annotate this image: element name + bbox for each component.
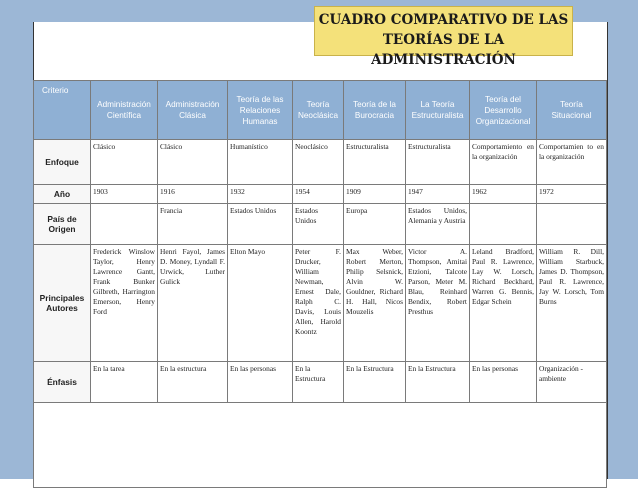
slide-title [314, 6, 573, 68]
header-col-5: Teoría de la Burocracia [344, 81, 406, 140]
table-cell: 1972 [537, 185, 607, 204]
table-cell: Max Weber, Robert Merton, Philip Selsnick, Alvin W. Gouldner, Richard H. Hall, Nicos Mouzelis [344, 245, 406, 362]
table-cell: En la estructura [158, 362, 228, 403]
row-label-enfasis: Énfasis [34, 362, 91, 403]
table-cell: Estados Unidos [228, 204, 293, 245]
table-cell: En la Estructura [344, 362, 406, 403]
title-line-1: CUADRO COMPARATIVO DE LAS [318, 12, 569, 28]
table-row-anio [34, 185, 607, 204]
table-cell: 1932 [228, 185, 293, 204]
table-cell: Estructuralista [344, 140, 406, 185]
table-cell [537, 204, 607, 245]
table-cell: En las personas [470, 362, 537, 403]
header-col-8: Teoría Situacional [537, 81, 607, 140]
table-cell: Comportamiento en la organización [470, 140, 537, 185]
table-cell: En la Estructura [293, 362, 344, 403]
header-col-7: Teoría del Desarrollo Organizacional [470, 81, 537, 140]
row-label-autores: Principales Autores [34, 245, 91, 362]
table-row-empty [34, 403, 607, 488]
table-cell: 1962 [470, 185, 537, 204]
table-cell: Estados Unidos [293, 204, 344, 245]
header-col-1: Administración Científica [91, 81, 158, 140]
row-label-anio: Año [34, 185, 91, 204]
table-cell: Europa [344, 204, 406, 245]
header-col-4: Teoría Neoclásica [293, 81, 344, 140]
table-cell: Peter F. Drucker, William Newman, Ernest Dale, Ralph C. Davis, Louis Allen, Harold Koontz [293, 245, 344, 362]
table-cell: Frederick Winslow Taylor, Henry Lawrence Gantt, Frank Bunker Gilbreth, Harrington Emerson, Henry Ford [91, 245, 158, 362]
header-row [34, 81, 607, 140]
title-line-2: TEORÍAS DE LA ADMINISTRACIÓN [371, 32, 516, 68]
table-cell: En la Estructura [406, 362, 470, 403]
table-cell: Comportamien to en la organización [537, 140, 607, 185]
header-criterio: Criterio [34, 81, 91, 140]
table-cell: Leland Bradford, Paul R. Lawrence, Lay W. Lorsch, Richard Beckhard, Warren G. Bennis, Edgar Schein [470, 245, 537, 362]
left-band [0, 0, 33, 479]
table-cell: Estructuralista [406, 140, 470, 185]
table-cell: Elton Mayo [228, 245, 293, 362]
table-cell: Humanístico [228, 140, 293, 185]
row-label-pais: País de Origen [34, 204, 91, 245]
table-row-autores [34, 245, 607, 362]
table-row-enfoque [34, 140, 607, 185]
table-cell: Francia [158, 204, 228, 245]
table-cell: Neoclásico [293, 140, 344, 185]
comparison-table [33, 80, 607, 488]
table-cell: Clásico [91, 140, 158, 185]
table-cell: 1954 [293, 185, 344, 204]
table-cell: 1909 [344, 185, 406, 204]
row-label-enfoque: Enfoque [34, 140, 91, 185]
table-cell: Henri Fayol, James D. Money, Lyndall F. Urwick, Luther Gulick [158, 245, 228, 362]
comparison-table-wrapper [33, 80, 606, 488]
table-cell: William R. Dill, William Starbuck, James D. Thompson, Paul R. Lawrence, Jay W. Lorsch, Tom Burns [537, 245, 607, 362]
table-cell: Organización - ambiente [537, 362, 607, 403]
table-cell: 1916 [158, 185, 228, 204]
empty-cell [34, 403, 607, 488]
table-row-enfasis [34, 362, 607, 403]
table-cell [470, 204, 537, 245]
header-col-6: La Teoría Estructuralista [406, 81, 470, 140]
table-cell: Victor A. Thompson, Amitai Etzioni, Talcote Parson, Meter M. Blau, Reinhard Bendix, Robert Presthus [406, 245, 470, 362]
right-band [606, 0, 638, 479]
table-row-pais [34, 204, 607, 245]
table-cell: En las personas [228, 362, 293, 403]
table-cell: 1947 [406, 185, 470, 204]
table-cell: 1903 [91, 185, 158, 204]
header-col-3: Teoría de las Relaciones Humanas [228, 81, 293, 140]
table-cell: Clásico [158, 140, 228, 185]
table-cell: Estados Unidos, Alemania y Austria [406, 204, 470, 245]
header-col-2: Administración Clásica [158, 81, 228, 140]
table-cell [91, 204, 158, 245]
table-cell: En la tarea [91, 362, 158, 403]
